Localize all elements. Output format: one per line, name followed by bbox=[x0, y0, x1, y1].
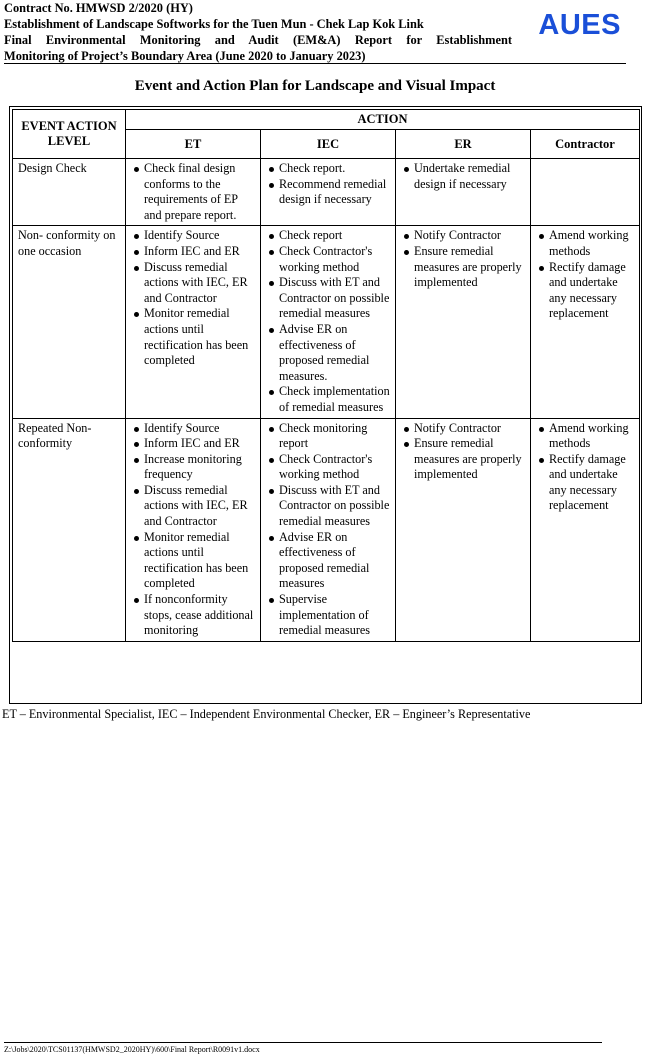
table-row bbox=[13, 226, 640, 418]
action-item: Monitor remedial actions until rectification has been completed bbox=[131, 306, 255, 368]
action-item: Monitor remedial actions until rectification has been completed bbox=[131, 530, 255, 592]
action-item: Increase monitoring frequency bbox=[131, 452, 255, 483]
aues-logo: AUES bbox=[538, 9, 621, 41]
project-title: Establishment of Landscape Softworks for the Tuen Mun - Chek Lap Kok Link bbox=[4, 17, 424, 31]
action-item: Check monitoring report bbox=[266, 421, 390, 452]
action-list bbox=[131, 421, 255, 639]
action-cell-iec bbox=[261, 418, 396, 641]
action-item: Discuss with ET and Contractor on possible remedial measures bbox=[266, 275, 390, 322]
action-item: Check report. bbox=[266, 161, 390, 177]
action-item: Notify Contractor bbox=[401, 228, 525, 244]
action-item: Rectify damage and undertake any necessary replacement bbox=[536, 452, 634, 514]
action-item: Identify Source bbox=[131, 421, 255, 437]
table-row bbox=[13, 418, 640, 641]
event-action-level-header: EVENT ACTION LEVEL bbox=[13, 110, 126, 159]
action-item: Inform IEC and ER bbox=[131, 436, 255, 452]
action-cell-iec bbox=[261, 159, 396, 226]
action-item: Check final design conforms to the requirements of EP and prepare report. bbox=[131, 161, 255, 223]
report-title-line-1: Final Environmental Monitoring and Audit (EM&A) Report for Establishment bbox=[4, 33, 512, 47]
action-item: Ensure remedial measures are properly implemented bbox=[401, 244, 525, 291]
action-item: Check Contractor's working method bbox=[266, 244, 390, 275]
action-cell-contractor bbox=[531, 226, 640, 418]
footer-divider bbox=[4, 1042, 602, 1043]
action-cell-contractor bbox=[531, 418, 640, 641]
column-header-contractor: Contractor bbox=[531, 130, 640, 159]
action-item: Advise ER on effectiveness of proposed remedial measures bbox=[266, 530, 390, 592]
report-title-line-2: Monitoring of Project’s Boundary Area (June 2020 to January 2023) bbox=[4, 49, 366, 63]
action-cell-er bbox=[396, 226, 531, 418]
action-item: Check implementation of remedial measures bbox=[266, 384, 390, 415]
table-body bbox=[13, 159, 640, 642]
page-title: Event and Action Plan for Landscape and Visual Impact bbox=[134, 78, 496, 94]
header-divider bbox=[4, 63, 626, 64]
action-cell-er bbox=[396, 418, 531, 641]
action-header: ACTION bbox=[126, 110, 640, 130]
event-level-cell: Design Check bbox=[13, 159, 126, 226]
action-list bbox=[131, 228, 255, 368]
action-list bbox=[266, 228, 390, 415]
action-item: Discuss with ET and Contractor on possible remedial measures bbox=[266, 483, 390, 530]
action-item: Check report bbox=[266, 228, 390, 244]
action-item: Undertake remedial design if necessary bbox=[401, 161, 525, 192]
abbreviation-footnote: ET – Environmental Specialist, IEC – Independent Environmental Checker, ER – Engineer’s Representative bbox=[2, 707, 531, 721]
action-item: Advise ER on effectiveness of proposed remedial measures. bbox=[266, 322, 390, 384]
action-list bbox=[401, 161, 525, 192]
column-header-et: ET bbox=[126, 130, 261, 159]
action-item: Recommend remedial design if necessary bbox=[266, 177, 390, 208]
action-list bbox=[131, 161, 255, 223]
column-header-iec: IEC bbox=[261, 130, 396, 159]
action-list bbox=[266, 161, 390, 208]
action-item: Check Contractor's working method bbox=[266, 452, 390, 483]
event-level-cell: Non- conformity on one occasion bbox=[13, 226, 126, 418]
action-item: Amend working methods bbox=[536, 228, 634, 259]
action-list bbox=[266, 421, 390, 639]
action-item: If nonconformity stops, cease additional monitoring bbox=[131, 592, 255, 639]
action-item: Ensure remedial measures are properly implemented bbox=[401, 436, 525, 483]
action-list bbox=[536, 228, 634, 322]
table-row bbox=[13, 159, 640, 226]
action-item: Supervise implementation of remedial measures bbox=[266, 592, 390, 639]
action-item: Identify Source bbox=[131, 228, 255, 244]
action-cell-er bbox=[396, 159, 531, 226]
action-list bbox=[536, 421, 634, 515]
document-header bbox=[4, 0, 626, 64]
file-path: Z:\Jobs\2020\TCS01137(HMWSD2_2020HY)\600\Final Report\R0091v1.docx bbox=[4, 1045, 260, 1054]
action-cell-contractor bbox=[531, 159, 640, 226]
action-list bbox=[401, 421, 525, 483]
contract-number: Contract No. HMWSD 2/2020 (HY) bbox=[4, 1, 193, 15]
action-item: Inform IEC and ER bbox=[131, 244, 255, 260]
action-cell-et bbox=[126, 226, 261, 418]
action-item: Discuss remedial actions with IEC, ER and Contractor bbox=[131, 260, 255, 307]
action-cell-et bbox=[126, 159, 261, 226]
action-list bbox=[401, 228, 525, 290]
action-cell-et bbox=[126, 418, 261, 641]
action-cell-iec bbox=[261, 226, 396, 418]
action-item: Rectify damage and undertake any necessary replacement bbox=[536, 260, 634, 322]
action-item: Amend working methods bbox=[536, 421, 634, 452]
column-header-er: ER bbox=[396, 130, 531, 159]
event-action-plan-table bbox=[12, 109, 640, 642]
action-item: Discuss remedial actions with IEC, ER and Contractor bbox=[131, 483, 255, 530]
action-item: Notify Contractor bbox=[401, 421, 525, 437]
event-level-cell: Repeated Non-conformity bbox=[13, 418, 126, 641]
